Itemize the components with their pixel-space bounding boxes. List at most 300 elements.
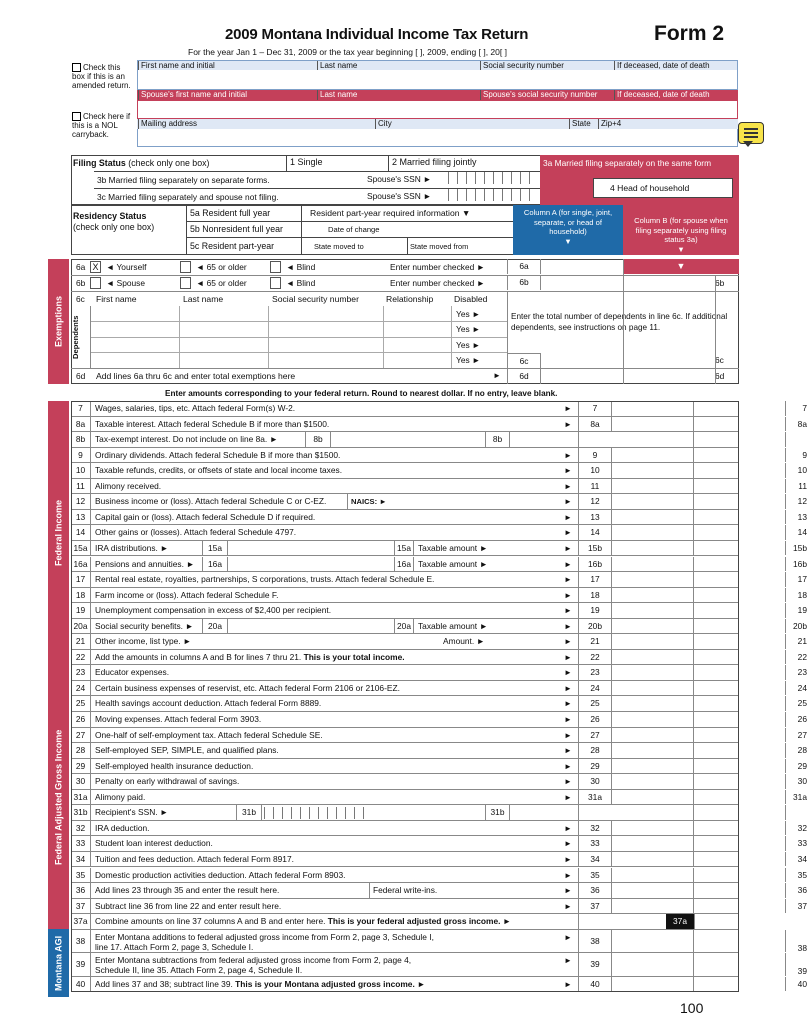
col-b-amount-field[interactable] [694, 790, 786, 805]
line-description: Tax-exempt interest. Do not include on line 8a. ► [95, 434, 278, 445]
resident-full-year-checkbox[interactable]: 5a Resident full year [186, 206, 301, 221]
col-b-amount-field[interactable] [694, 728, 786, 743]
spouse-deceased-field[interactable]: If deceased, date of death [614, 90, 710, 100]
filing-3c-checkbox[interactable]: 3c Married filing separately and spouse not filing. [94, 188, 540, 205]
col-b-line-label: 19 [797, 605, 807, 616]
mailing-address-field[interactable]: Mailing address [138, 119, 197, 129]
col-b-amount-field[interactable] [694, 743, 786, 758]
dependent-1-disabled-yes[interactable]: Yes ► [456, 309, 481, 319]
line-number: 15a [71, 541, 91, 556]
col-b-line-label: 38 [797, 942, 807, 953]
line-16a-row [71, 557, 807, 573]
col-a-line-label: 19 [578, 603, 612, 618]
col-b-line-label: 22 [797, 651, 807, 662]
line-number: 10 [71, 463, 91, 478]
col-a-amount-field[interactable] [612, 759, 694, 774]
col-b-amount-field[interactable] [694, 510, 786, 525]
line-arrow: ► [564, 870, 572, 880]
line-arrow: ► [564, 886, 572, 896]
col-b-amount-field[interactable] [694, 665, 786, 680]
col-b-line-label: 13 [797, 511, 807, 522]
line-arrow: ► [564, 606, 572, 616]
col-b-line-label: 33 [797, 838, 807, 849]
col-a-line-label: 23 [578, 665, 612, 680]
col-a-amount-field[interactable] [612, 977, 694, 992]
col-b-amount-field[interactable] [694, 619, 786, 634]
col-a-line-label: 24 [578, 681, 612, 696]
col-a-amount-field[interactable] [612, 743, 694, 758]
col-b-amount-field[interactable] [694, 696, 786, 711]
line-number: 32 [71, 821, 91, 836]
col-b-line-label: 27 [797, 729, 807, 740]
col-a-amount-field[interactable] [612, 463, 694, 478]
line-number: 30 [71, 774, 91, 789]
line-number: 21 [71, 634, 91, 649]
col-b-line-label: 16b [793, 558, 807, 569]
col-a-amount-field[interactable] [612, 852, 694, 867]
line-number: 8a [71, 417, 91, 432]
note-icon[interactable] [738, 122, 764, 144]
col-b-amount-field[interactable] [694, 494, 786, 509]
yourself-65-checkbox[interactable] [180, 261, 191, 273]
col-b-line-label: 32 [797, 822, 807, 833]
line-number: 34 [71, 852, 91, 867]
col-a-line-label: 30 [578, 774, 612, 789]
line-6d-col-b-label: 6d [715, 371, 725, 381]
line-arrow: ► [564, 621, 572, 631]
col-b-amount-field[interactable] [694, 541, 786, 556]
line-number: 35 [71, 868, 91, 883]
col-b-amount-field[interactable] [694, 448, 786, 463]
col-b-line-label: 31a [793, 791, 807, 802]
col-b-amount-field[interactable] [694, 634, 786, 649]
line-description: Farm income or (loss). Attach federal Schedule F. [95, 589, 279, 600]
dependent-ssn-header: Social security number [272, 294, 359, 304]
col-a-line-label: 15b [578, 541, 612, 556]
col-b-amount-field[interactable] [694, 401, 786, 416]
date-of-change-field[interactable]: Date of change [301, 221, 513, 237]
col-a-line-label: 7 [578, 401, 612, 416]
col-a-line-label: 35 [578, 868, 612, 883]
spouse-label: ◄ Spouse [106, 278, 146, 288]
col-b-blank [694, 432, 786, 447]
mid-amount-field[interactable] [509, 805, 578, 820]
line-description: Health savings account deduction. Attach federal Form 8889. [95, 698, 322, 709]
col-a-line-label: 38 [578, 930, 612, 953]
married-jointly-checkbox[interactable]: 2 Married filing jointly [388, 155, 540, 171]
col-b-line-label: 9 [802, 449, 807, 460]
line-26-row [71, 712, 807, 728]
yourself-blind-checkbox[interactable] [270, 261, 281, 273]
col-a-amount-field[interactable] [612, 401, 694, 416]
line-arrow: ► [564, 730, 572, 740]
col-b-amount-field[interactable] [694, 588, 786, 603]
col-a-amount-field[interactable] [612, 448, 694, 463]
col-a-line-label: 39 [578, 953, 612, 976]
col-b-amount-field[interactable] [694, 899, 786, 914]
exemption-col-b-arrow: ▼ [623, 259, 739, 274]
line-6c-col-a-label: 6c [507, 353, 541, 368]
col-a-amount-field[interactable] [612, 821, 694, 836]
line-description: Other gains or (losses). Attach federal Schedule 4797. [95, 527, 297, 538]
line-number: 19 [71, 603, 91, 618]
col-b-amount-field[interactable] [694, 883, 786, 898]
nol-label: Check here if this is a NOL carryback. [72, 112, 131, 139]
col-b-amount-field[interactable] [694, 953, 786, 976]
col-a-amount-field[interactable] [612, 899, 694, 914]
line-37a-row [71, 914, 739, 930]
line-18-row [71, 588, 807, 604]
line-description: Domestic production activities deduction. Attach federal Form 8903. [95, 869, 346, 880]
col-a-amount-field[interactable] [612, 930, 694, 953]
col-a-amount-field[interactable] [612, 883, 694, 898]
col-a-amount-field[interactable] [612, 836, 694, 851]
col-b-line-label: 30 [797, 776, 807, 787]
col-a-amount-field[interactable] [612, 790, 694, 805]
line-number: 25 [71, 696, 91, 711]
col-b-amount-field[interactable] [694, 463, 786, 478]
line-description: Enter Montana subtractions from federal adjusted gross income from Form 2, page 4, Schedule II, line 35. Attach Form 2, page 4, Schedule II. [95, 955, 412, 976]
line-27-row [71, 728, 807, 744]
col-a-line-label: 40 [578, 977, 612, 992]
col-a-amount-field[interactable] [612, 417, 694, 432]
dependents-label-cell [71, 306, 91, 368]
dependents-label: Dependents [71, 315, 80, 359]
line-number: 38 [71, 930, 91, 953]
line-number: 37a [71, 914, 91, 929]
col-b-amount-field[interactable] [694, 930, 786, 953]
spouse-ssn-field[interactable]: Spouse's social security number [480, 90, 597, 100]
taxpayer-name-inputs[interactable] [137, 70, 738, 90]
line-arrow: ► [564, 481, 572, 491]
line-number: 26 [71, 712, 91, 727]
ssn-field[interactable]: Social security number [480, 61, 564, 71]
line-description: Unemployment compensation in excess of $2,400 per recipient. [95, 605, 332, 616]
zip-field[interactable]: Zip+4 [598, 119, 621, 129]
col-a-amount-field[interactable] [612, 510, 694, 525]
col-b-line-label: 17 [797, 574, 807, 585]
line-description: Subtract line 36 from line 22 and enter result here. [95, 900, 282, 911]
line-arrow: ► [564, 777, 572, 787]
filing-status-label: Filing Status (check only one box) [73, 158, 210, 168]
line-description: Add lines 23 through 35 and enter the result here. [95, 885, 280, 896]
line-number: 31b [71, 805, 91, 820]
recipient-ssn-grid[interactable] [264, 807, 372, 819]
col-b-line-label: 40 [797, 978, 807, 989]
part-year-info-label: Resident part-year required information ▼ [301, 206, 513, 221]
col-a-amount-field[interactable] [612, 634, 694, 649]
line-description: Ordinary dividends. Attach federal Schedule B if more than $1500. [95, 449, 341, 460]
state-moved-from-field[interactable]: State moved from [407, 237, 513, 254]
inline-amount-field[interactable] [228, 619, 308, 634]
line-8a-row [71, 417, 807, 433]
state-moved-to-field[interactable]: State moved to [301, 237, 407, 254]
col-a-amount-field[interactable] [612, 479, 694, 494]
col-a-amount-field[interactable] [612, 665, 694, 680]
state-field[interactable]: State [569, 119, 591, 129]
col-a-line-label: 28 [578, 743, 612, 758]
line-arrow: ► [564, 652, 572, 662]
line-6a-number: 6a [76, 262, 86, 272]
col-a-amount-field[interactable] [612, 696, 694, 711]
col-a-amount-field[interactable] [612, 650, 694, 665]
inline-amount-field[interactable] [228, 541, 308, 556]
col-a-line-label: 8a [578, 417, 612, 432]
line-number: 29 [71, 759, 91, 774]
line-arrow: ► [564, 466, 572, 476]
col-a-line-label: 31a [578, 790, 612, 805]
inline-box-label: 15a [202, 541, 228, 556]
col-a-amount-field[interactable] [612, 712, 694, 727]
col-b-amount-field[interactable] [694, 603, 786, 618]
line-33-row [71, 836, 807, 852]
line-number: 13 [71, 510, 91, 525]
residency-label: Residency Status (check only one box) [73, 211, 155, 232]
divider [71, 275, 739, 276]
line-arrow: ► [564, 956, 572, 966]
line-6d-text: Add lines 6a thru 6c and enter total exemptions here [96, 371, 296, 381]
col-b-line-label: 10 [797, 465, 807, 476]
col-a-amount-field[interactable] [612, 774, 694, 789]
col-a-line-label: 33 [578, 836, 612, 851]
line-description: Social security benefits. ► [95, 620, 194, 631]
col-b-line-label: 39 [797, 966, 807, 977]
line-arrow: ► [564, 450, 572, 460]
col-b-line-label: 24 [797, 682, 807, 693]
col-b-amount-field[interactable] [694, 525, 786, 540]
line-arrow: ► [564, 839, 572, 849]
col-b-amount-field[interactable] [694, 712, 786, 727]
line-description: Other income, list type. ► [95, 636, 192, 647]
address-header-band [137, 119, 738, 129]
line-arrow: ► [564, 404, 572, 413]
col-b-line-label: 15b [793, 542, 807, 553]
inline-amount-field[interactable] [228, 557, 308, 572]
exemptions-sidebar: Exemptions [48, 259, 69, 384]
col-a-line-label: 11 [578, 479, 612, 494]
nol-checkbox[interactable] [72, 112, 134, 139]
line-6d-number: 6d [76, 371, 86, 381]
col-a-line-label: 14 [578, 525, 612, 540]
col-a-line-label: 36 [578, 883, 612, 898]
line-21-row [71, 634, 807, 650]
spouse-checkbox[interactable] [90, 277, 101, 289]
yourself-blind-label: ◄ Blind [286, 262, 316, 272]
col-b-line-label: 21 [797, 636, 807, 647]
line-29-row [71, 759, 807, 775]
col-a-amount-field[interactable] [612, 572, 694, 587]
col-b-line-label: 20b [793, 620, 807, 631]
line-40-row [71, 977, 807, 993]
yourself-checkbox[interactable]: X [90, 261, 101, 273]
line-number: 20a [71, 619, 91, 634]
line-6a-col-a-label: 6a [507, 259, 541, 274]
col-b-amount-field[interactable] [694, 681, 786, 696]
col-b-amount-field[interactable] [694, 821, 786, 836]
col-b-amount-field[interactable] [694, 868, 786, 883]
agi-total-blank [694, 914, 810, 929]
col-a-line-label: 17 [578, 572, 612, 587]
spouse-ssn-3c-grid[interactable] [448, 189, 538, 201]
col-b-line-label: 36 [797, 885, 807, 896]
line-description: Business income or (loss). Attach federal Schedule C or C-EZ. [95, 496, 327, 507]
spouse-inline-box-label: 16a [394, 557, 414, 572]
line-description: Student loan interest deduction. [95, 838, 213, 849]
line-30-row [71, 774, 807, 790]
col-b-line-label: 37 [797, 900, 807, 911]
col-b-amount-field[interactable] [694, 774, 786, 789]
mid-box-label: 8b [485, 432, 509, 447]
first-name-field[interactable]: First name and initial [138, 61, 215, 71]
line-arrow: ► [564, 543, 572, 553]
col-b-amount-field[interactable] [694, 479, 786, 494]
spouse-first-field[interactable]: Spouse's first name and initial [138, 90, 247, 100]
col-a-amount-field[interactable] [612, 541, 694, 556]
col-a-line-label: 25 [578, 696, 612, 711]
line-description: Moving expenses. Attach federal Form 3903. [95, 714, 262, 724]
line-arrow: ► [564, 559, 572, 569]
line-6b-number: 6b [76, 278, 86, 288]
line-24-row [71, 681, 807, 697]
col-b-amount-field[interactable] [694, 650, 786, 665]
col-a-amount-field[interactable] [612, 681, 694, 696]
col-a-line-label: 10 [578, 463, 612, 478]
line-description: Capital gain or (loss). Attach federal Schedule D if required. [95, 511, 316, 522]
col-b-amount-field[interactable] [694, 417, 786, 432]
line-6b-col-a-label: 6b [507, 275, 541, 290]
line-description: Add the amounts in columns A and B for lines 7 thru 21. This is your total income. [95, 651, 405, 662]
col-a-blank [578, 432, 694, 447]
single-checkbox[interactable]: 1 Single [286, 155, 388, 171]
dependent-first-name-header: First name [96, 294, 137, 304]
line-number: 12 [71, 494, 91, 509]
col-b-amount-field[interactable] [694, 557, 786, 572]
inline-amount-field[interactable] [331, 432, 411, 447]
resident-part-year-checkbox[interactable]: 5c Resident part-year [186, 237, 301, 254]
line-description: Recipient's SSN. ► [95, 807, 169, 818]
dependent-3-disabled-yes[interactable]: Yes ► [456, 340, 481, 350]
line-arrow: ► [564, 512, 572, 522]
line-6c-number: 6c [76, 294, 85, 304]
col-a-amount-field[interactable] [612, 728, 694, 743]
col-a-amount-field[interactable] [612, 619, 694, 634]
line-description: Tuition and fees deduction. Attach federal Form 8917. [95, 853, 294, 864]
taxable-amount-label: Taxable amount ► [418, 620, 488, 631]
col-b-line-label: 18 [797, 589, 807, 600]
col-b-amount-field[interactable] [694, 572, 786, 587]
col-b-line-label: 35 [797, 869, 807, 880]
col-b-amount-field[interactable] [694, 759, 786, 774]
col-b-line-label: 28 [797, 745, 807, 756]
col-b-amount-field[interactable] [694, 852, 786, 867]
line-6c-col-b-label: 6c [715, 355, 724, 365]
line-34-row [71, 852, 807, 868]
line-17-row [71, 572, 807, 588]
col-a-line-label: 21 [578, 634, 612, 649]
nonresident-full-year-checkbox[interactable]: 5b Nonresident full year [186, 221, 301, 237]
line-description: Penalty on early withdrawal of savings. [95, 776, 240, 787]
line-arrow: ► [564, 419, 572, 429]
federal-write-ins-field[interactable]: Federal write-ins. [369, 883, 437, 898]
line-description: IRA deduction. [95, 822, 150, 833]
dependent-2-disabled-yes[interactable]: Yes ► [456, 324, 481, 334]
line-number: 9 [71, 448, 91, 463]
col-a-amount-field[interactable] [612, 868, 694, 883]
tax-year-line: For the year Jan 1 – Dec 31, 2009 or the tax year beginning [ ], 2009, ending [ ], 20[ ] [188, 47, 507, 57]
line-arrow: ► [564, 590, 572, 600]
line-arrow: ► [564, 528, 572, 538]
taxable-amount-label: Taxable amount ► [418, 542, 488, 553]
dependent-4-disabled-yes[interactable]: Yes ► [456, 355, 481, 365]
spouse-65-checkbox[interactable] [180, 277, 191, 289]
line-arrow: ► [564, 823, 572, 833]
line-arrow: ► [564, 699, 572, 709]
deceased-field[interactable]: If deceased, date of death [614, 61, 710, 71]
column-a-header: Column A (for single, joint, separate, or head of household) ▼ [513, 205, 623, 255]
line-arrow: ► [564, 497, 572, 507]
col-b-line-label: 34 [797, 853, 807, 864]
line-description: Self-employed SEP, SIMPLE, and qualified plans. [95, 745, 279, 756]
spouse-blind-checkbox[interactable] [270, 277, 281, 289]
col-a-amount-field[interactable] [612, 603, 694, 618]
spouse-ssn-3b-grid[interactable] [448, 172, 538, 184]
divider [623, 259, 624, 384]
divider [71, 368, 739, 369]
spouse-ssn-3b-label: Spouse's SSN ► [367, 174, 432, 184]
dependents-grid[interactable] [91, 306, 507, 368]
dependent-disabled-header: Disabled [454, 294, 488, 304]
line-description: Alimony paid. [95, 791, 146, 802]
spouse-last-field[interactable]: Last name [317, 90, 357, 100]
col-a-amount-field[interactable] [612, 953, 694, 976]
head-of-household-checkbox[interactable]: 4 Head of household [593, 178, 733, 198]
col-a-line-label: 12 [578, 494, 612, 509]
spouse-ssn-3c-label: Spouse's SSN ► [367, 191, 432, 201]
col-a-amount-field[interactable] [612, 525, 694, 540]
line-10-row [71, 463, 807, 479]
amended-checkbox[interactable] [72, 63, 134, 90]
line-number: 11 [71, 479, 91, 494]
line-6d-col-a-label: 6d [507, 368, 541, 384]
line-arrow: ► [564, 901, 572, 911]
line-description: Alimony received. [95, 480, 162, 491]
city-field[interactable]: City [375, 119, 392, 129]
col-b-line-label: 14 [797, 527, 807, 538]
col-b-amount-field[interactable] [694, 977, 786, 992]
address-inputs[interactable] [137, 129, 738, 147]
col-a-amount-field[interactable] [612, 588, 694, 603]
line-number: 28 [71, 743, 91, 758]
line-arrow: ► [564, 683, 572, 693]
line-number: 23 [71, 665, 91, 680]
line-14-row [71, 525, 807, 541]
line-number: 22 [71, 650, 91, 665]
taxable-amount-label: Taxable amount ► [418, 558, 488, 569]
line-arrow: ► [564, 979, 572, 989]
married-separate-same-form-checkbox[interactable]: 3a Married filing separately on the same form [540, 155, 739, 171]
line-38-row [71, 930, 807, 954]
line-25-row [71, 696, 807, 712]
col-a-amount-field[interactable] [612, 494, 694, 509]
col-a-amount-field[interactable] [612, 557, 694, 572]
spouse-inputs[interactable] [137, 101, 738, 119]
mid-amount-field[interactable] [509, 432, 578, 447]
filing-3b-checkbox[interactable]: 3b Married filing separately on separate forms. [94, 171, 540, 188]
col-b-amount-field[interactable] [694, 836, 786, 851]
mid-box-label: 31b [485, 805, 509, 820]
last-name-field[interactable]: Last name [317, 61, 357, 71]
naics-field[interactable]: NAICS: ► [347, 494, 387, 509]
